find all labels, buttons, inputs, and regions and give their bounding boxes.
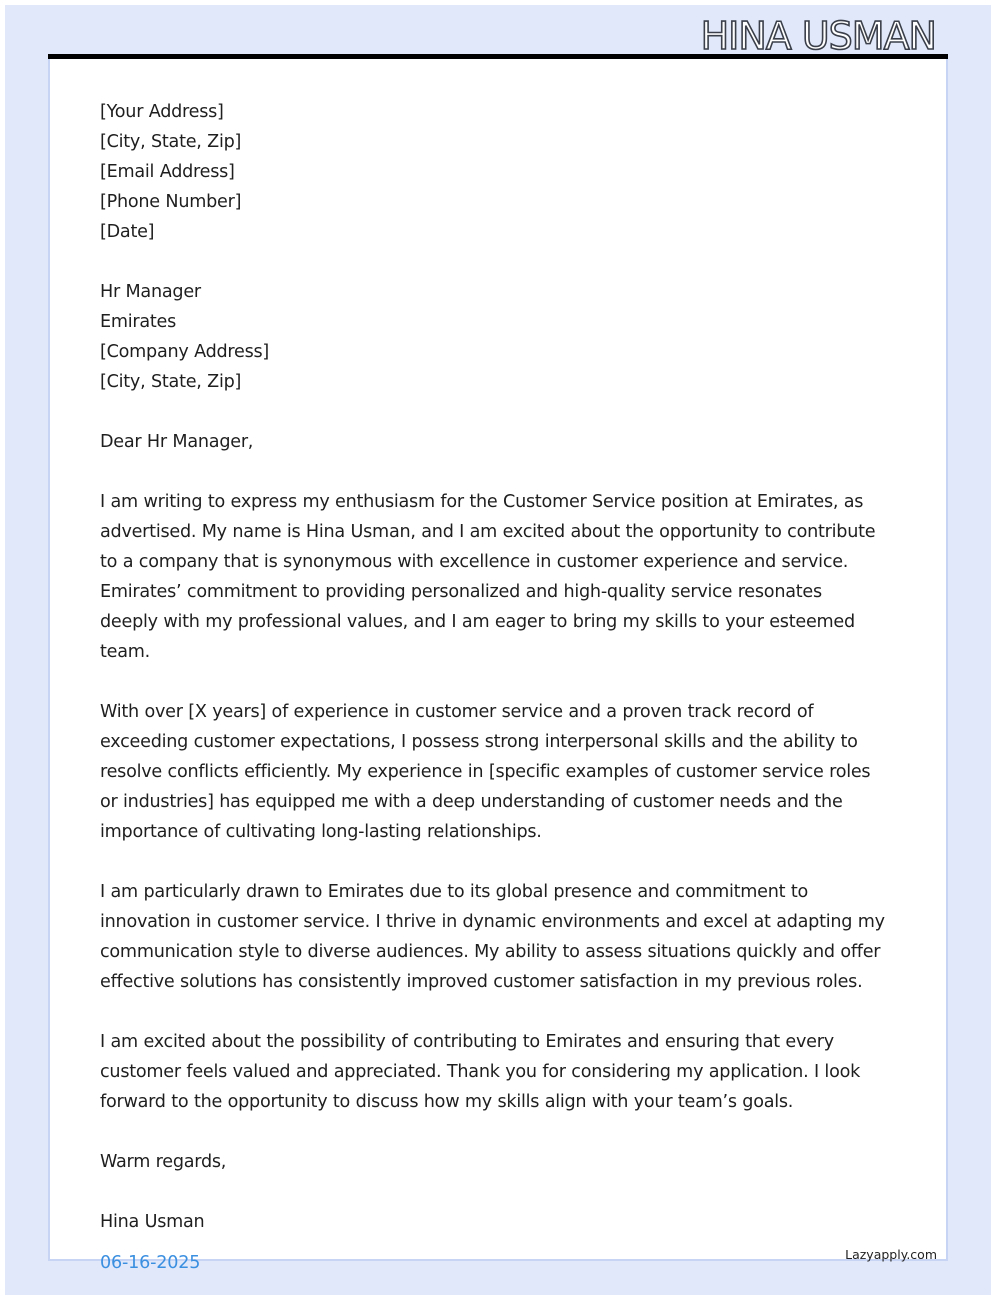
signature-name: Hina Usman — [100, 1212, 205, 1232]
paragraph-experience — [100, 697, 900, 847]
paragraph-line: Emirates’ commitment to providing personalized and high-quality service resonates — [100, 582, 822, 602]
salutation: Dear Hr Manager, — [100, 432, 254, 452]
closing-phrase: Warm regards, — [100, 1152, 227, 1172]
sender-email: [Email Address] — [100, 162, 235, 182]
paragraph-intro — [100, 487, 900, 667]
paragraph-line: to a company that is synonymous with excellence in customer experience and service. — [100, 552, 849, 572]
paragraph-line: I am excited about the possibility of contributing to Emirates and ensuring that every — [100, 1032, 834, 1052]
sender-city-state-zip: [City, State, Zip] — [100, 132, 242, 152]
paragraph-closing — [100, 1027, 900, 1117]
paragraph-line: deeply with my professional values, and I am eager to bring my skills to your esteemed — [100, 612, 855, 632]
paragraph-line: customer feels valued and appreciated. Thank you for considering my application. I look — [100, 1062, 861, 1082]
paragraph-line: team. — [100, 642, 150, 662]
footer-date: 06-16-2025 — [100, 1253, 201, 1273]
paragraph-line: effective solutions has consistently improved customer satisfaction in my previous roles. — [100, 972, 863, 992]
paragraph-line: advertised. My name is Hina Usman, and I am excited about the opportunity to contribute — [100, 522, 876, 542]
cover-letter-body — [100, 97, 900, 1237]
header-name: HINA USMAN — [700, 14, 936, 58]
paragraph-line: innovation in customer service. I thrive in dynamic environments and excel at adapting my — [100, 912, 885, 932]
paragraph-line: I am particularly drawn to Emirates due to its global presence and commitment to — [100, 882, 809, 902]
sender-block — [100, 97, 900, 247]
brand-watermark: Lazyapply.com — [845, 1247, 937, 1262]
recipient-title: Hr Manager — [100, 282, 201, 302]
sender-phone: [Phone Number] — [100, 192, 242, 212]
paragraph-line: resolve conflicts efficiently. My experience in [specific examples of customer service roles — [100, 762, 871, 782]
recipient-company: Emirates — [100, 312, 177, 332]
recipient-address: [Company Address] — [100, 342, 270, 362]
recipient-block — [100, 277, 900, 397]
paragraph-line: I am writing to express my enthusiasm for the Customer Service position at Emirates, as — [100, 492, 864, 512]
recipient-city-state-zip: [City, State, Zip] — [100, 372, 242, 392]
sender-address: [Your Address] — [100, 102, 224, 122]
paragraph-line: With over [X years] of experience in customer service and a proven track record of — [100, 702, 814, 722]
paragraph-motivation — [100, 877, 900, 997]
paragraph-line: communication style to diverse audiences. My ability to assess situations quickly and offer — [100, 942, 881, 962]
sender-date: [Date] — [100, 222, 155, 242]
paragraph-line: forward to the opportunity to discuss how my skills align with your team’s goals. — [100, 1092, 794, 1112]
paragraph-line: or industries] has equipped me with a deep understanding of customer needs and the — [100, 792, 843, 812]
paragraph-line: importance of cultivating long-lasting relationships. — [100, 822, 542, 842]
paragraph-line: exceeding customer expectations, I possess strong interpersonal skills and the ability to — [100, 732, 858, 752]
